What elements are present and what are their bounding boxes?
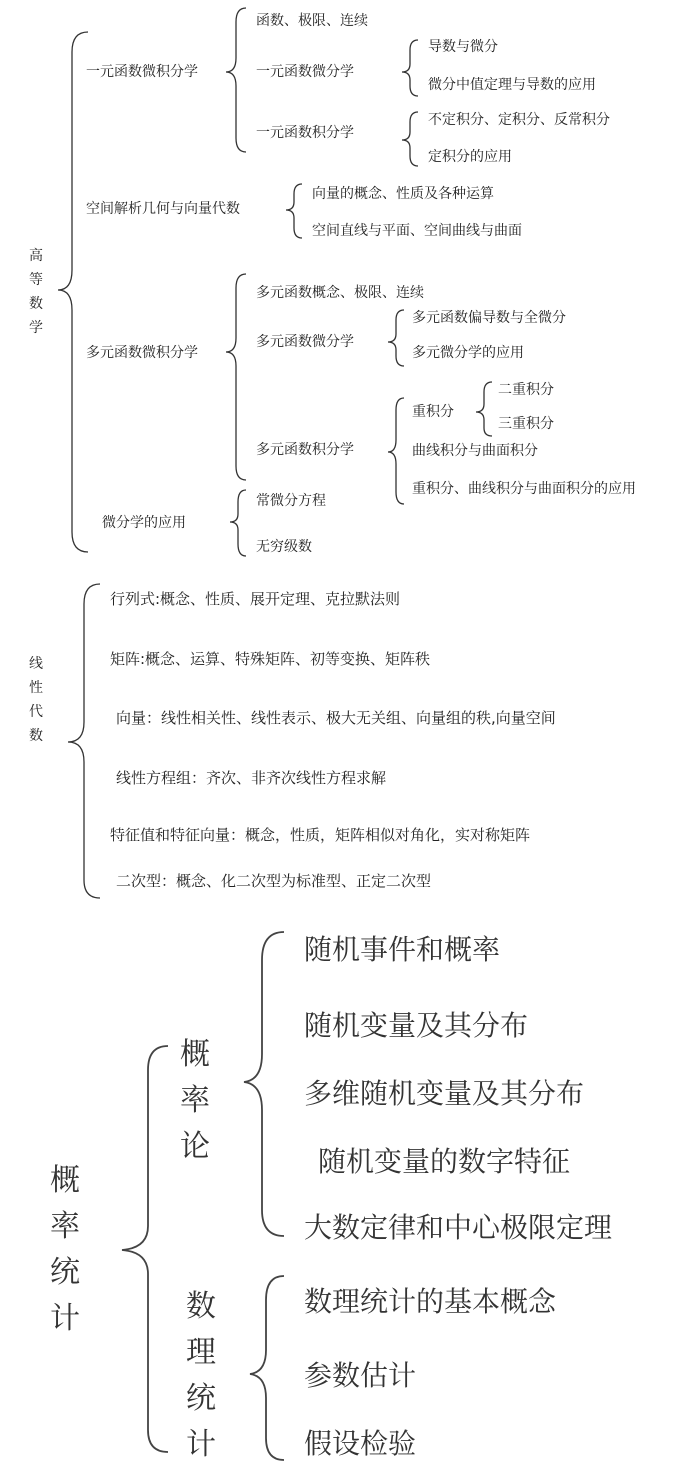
geometry-item: 向量的概念、性质及各种运算 [312,186,494,202]
statistics-brace [250,1276,284,1460]
applications-brace [230,490,246,556]
root-char: 等 [29,272,43,288]
linear-algebra-item: 特征值和特征向量：概念，性质，矩阵相似对角化，实对称矩阵 [110,826,531,844]
linear-algebra-item: 行列式:概念、性质、展开定理、克拉默法则 [110,590,401,608]
single-diff-item: 微分中值定理与导数的应用 [428,77,596,93]
theory-item: 随机变量的数字特征 [318,1145,571,1178]
root-char: 统 [50,1255,80,1290]
root-char: 高 [29,248,43,264]
root-char: 性 [29,680,43,696]
single-integ-item: 定积分的应用 [428,149,512,165]
single-var-label: 一元函数微积分学 [86,64,198,80]
root-char: 数 [29,728,43,744]
linear-algebra-item: 向量：线性相关性、线性表示、极大无关组、向量组的秩,向量空间 [116,709,556,727]
statistics-label-char: 理 [186,1335,216,1370]
multi-integ-brace [388,398,404,504]
calculus-main-brace [58,32,88,552]
applications-item: 常微分方程 [256,493,326,509]
theory-label-char: 论 [180,1129,210,1164]
linear-algebra-brace [68,584,100,898]
root-char: 学 [29,320,43,336]
single-var-limits: 函数、极限、连续 [256,13,368,29]
theory-label [178,1032,212,1170]
multi-integ-item: 重积分、曲线积分与曲面积分的应用 [412,481,636,497]
single-integ-label: 一元函数积分学 [256,125,354,141]
applications-item: 无穷级数 [256,539,312,555]
root-char: 数 [29,296,43,312]
theory-item: 多维随机变量及其分布 [304,1077,585,1110]
geometry-brace [286,184,302,238]
multi-var-label: 多元函数微积分学 [86,345,198,361]
statistics-label-char: 数 [186,1289,216,1324]
single-integ-item: 不定积分、定积分、反常积分 [428,112,610,128]
theory-item: 大数定律和中心极限定理 [304,1211,613,1244]
theory-label-char: 率 [180,1083,210,1118]
multiple-integral-brace [476,382,492,436]
statistics-label-char: 计 [186,1427,216,1462]
linear-algebra-item: 线性方程组：齐次、非齐次线性方程求解 [116,769,387,787]
probability-root-label [48,1158,82,1342]
multi-diff-label: 多元函数微分学 [256,334,354,350]
theory-item: 随机事件和概率 [304,933,501,966]
probability-main-brace [122,1046,168,1452]
multi-diff-item: 多元微分学的应用 [412,345,524,361]
theory-brace [244,932,284,1236]
multi-integ-item: 曲线积分与曲面积分 [412,443,538,459]
single-integ-brace [402,112,418,166]
multiple-integral-item: 二重积分 [498,382,554,398]
statistics-label [184,1284,218,1468]
single-var-brace [226,8,246,152]
multiple-integral-label: 重积分 [412,404,454,420]
calculus-root-label [28,244,44,340]
geometry-item: 空间直线与平面、空间曲线与曲面 [312,223,522,239]
multi-var-limits: 多元函数概念、极限、连续 [256,285,424,301]
statistics-item: 参数估计 [304,1359,417,1392]
root-char: 代 [29,704,43,720]
root-char: 计 [50,1301,80,1336]
multi-diff-item: 多元函数偏导数与全微分 [412,310,566,326]
statistics-item: 假设检验 [304,1427,417,1460]
root-char: 率 [50,1209,80,1244]
theory-item: 随机变量及其分布 [304,1009,529,1042]
linear-algebra-item: 二次型：概念、化二次型为标准型、正定二次型 [116,872,432,890]
multi-diff-brace [388,310,404,366]
root-char: 线 [29,656,43,672]
single-diff-item: 导数与微分 [428,39,498,55]
linear-algebra-item: 矩阵:概念、运算、特殊矩阵、初等变换、矩阵秩 [110,650,431,668]
statistics-label-char: 统 [186,1381,216,1416]
root-char: 概 [50,1163,80,1198]
statistics-item: 数理统计的基本概念 [304,1285,557,1318]
single-diff-brace [402,40,418,96]
theory-label-char: 概 [180,1037,210,1072]
multiple-integral-item: 三重积分 [498,416,554,432]
single-diff-label: 一元函数微分学 [256,64,354,80]
linear-algebra-root-label [28,652,44,748]
geometry-label: 空间解析几何与向量代数 [86,201,240,217]
multi-integ-label: 多元函数积分学 [256,442,354,458]
multi-var-brace [226,274,246,480]
applications-label: 微分学的应用 [102,515,186,531]
